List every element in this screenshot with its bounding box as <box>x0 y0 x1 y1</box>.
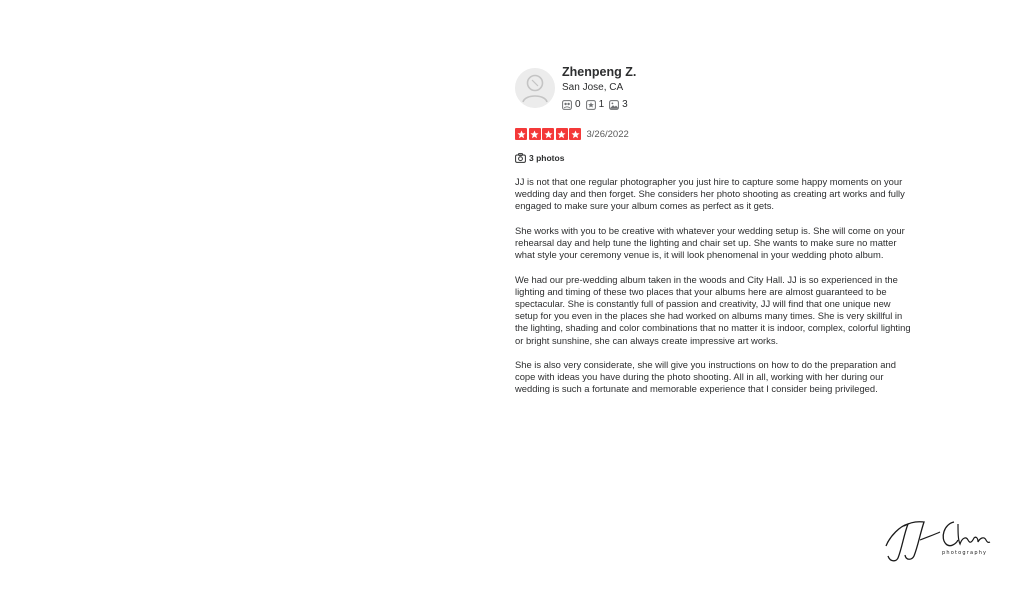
review-paragraph-3: We had our pre-wedding album taken in the woods and City Hall. JJ is so experienced in the lighting and timing of these two places that your albums here are almost guaranteed to be spectacular. She is constantly full of passion and creativity, JJ will find that one unique new setup for you even in the places she had worked on albums many times. She is very skillful in the lighting, shading and color combinations that no matter it is indoor, complex, colorful lighting or bright sunshine, she can always create impressive art works. <box>515 273 911 346</box>
rating-row <box>515 128 913 140</box>
signature-subtitle: photography <box>942 550 988 556</box>
star-icon <box>569 128 581 140</box>
review-text <box>515 176 913 396</box>
star-icon <box>529 128 541 140</box>
review-date: 3/26/2022 <box>586 128 629 140</box>
star-icon <box>556 128 568 140</box>
reviewer-name[interactable]: Zhenpeng Z. <box>562 65 637 79</box>
friends-stat <box>562 99 581 111</box>
camera-icon <box>515 153 526 163</box>
photos-link-label: 3 photos <box>529 153 565 163</box>
friends-count: 0 <box>575 99 581 110</box>
photos-stat <box>609 99 628 111</box>
reviewer-stats <box>562 99 636 111</box>
reviewer-info <box>562 64 636 111</box>
signature-icon <box>884 516 994 564</box>
review-paragraph-1: JJ is not that one regular photographer you just hire to capture some happy moments on your wedding day and then forget. She considers her photo shooting as creating art works and fully engaged to make sure your album comes as perfect as it gets. <box>515 176 905 212</box>
avatar[interactable] <box>515 68 555 108</box>
star-icon <box>542 128 554 140</box>
review-star-icon <box>586 100 596 110</box>
review-card <box>515 64 913 408</box>
friends-icon <box>562 100 572 110</box>
review-paragraph-2: She works with you to be creative with whatever your wedding setup is. She will come on your rehearsal day and help tune the lighting and chair set up. She wants to make sure no matter what style your ceremony venue is, it will look phenomenal in your wedding photo album. <box>515 224 905 261</box>
star-rating <box>515 128 583 140</box>
star-icon <box>515 128 527 140</box>
photo-icon <box>609 100 619 110</box>
jj-chen-signature-logo <box>884 516 994 564</box>
reviews-stat <box>586 99 605 111</box>
reviews-count: 1 <box>598 99 605 110</box>
reviewer-header <box>515 64 913 112</box>
review-paragraph-4: She is also very considerate, she will give you instructions on how to do the preparation and cope with ideas you have during the photo shooting. All in all, working with her during our wedding is such a fortunate and memorable experience that I consider being privileged. <box>515 359 896 395</box>
photos-link[interactable] <box>515 152 913 164</box>
reviewer-location: San Jose, CA <box>562 82 624 93</box>
photos-count: 3 <box>622 99 628 110</box>
default-avatar-icon <box>515 68 555 108</box>
